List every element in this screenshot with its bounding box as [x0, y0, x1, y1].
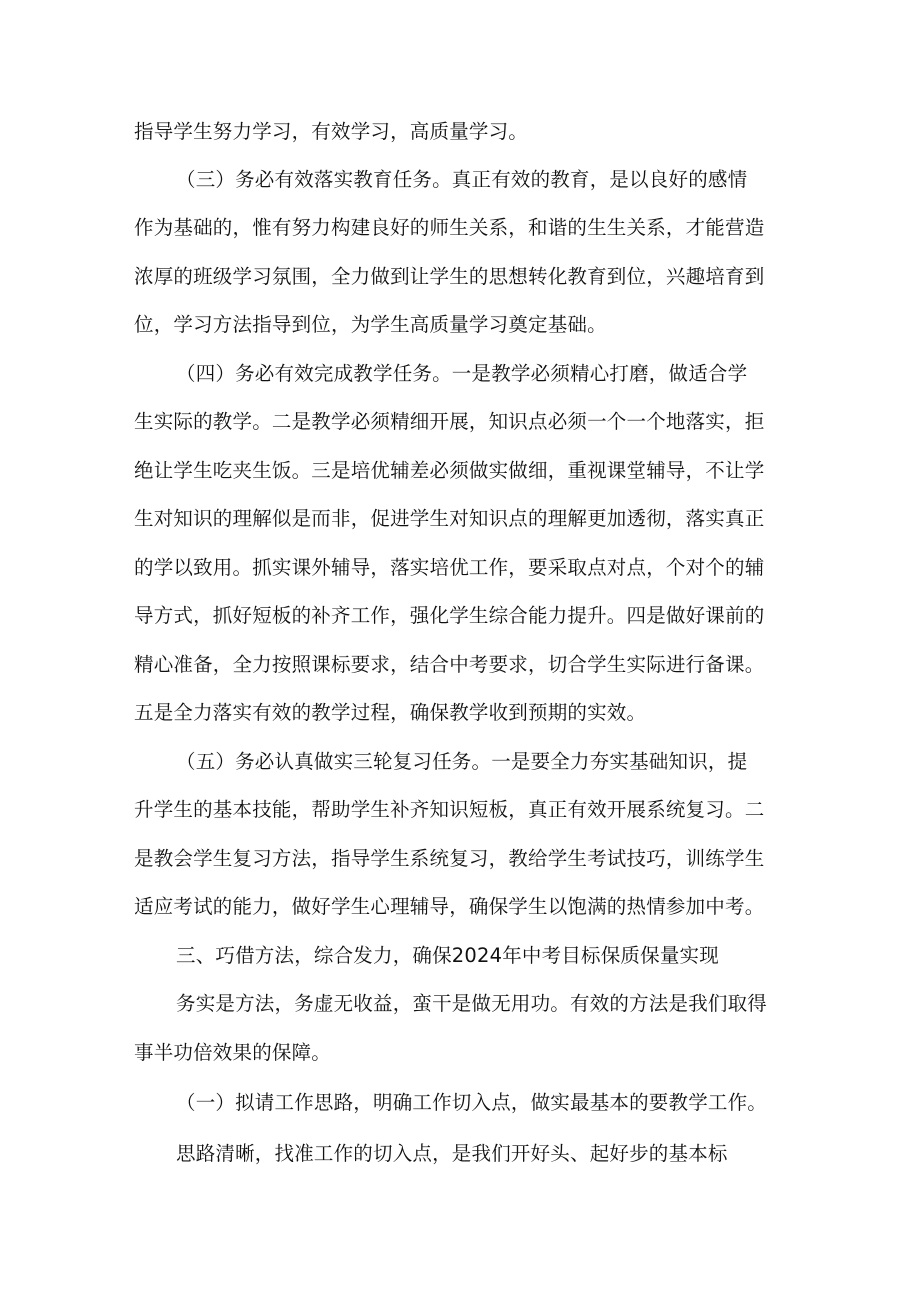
text-line-5: 位，学习方法指导到位，为学生高质量学习奠定基础。 — [134, 313, 607, 336]
text-line-4: 浓厚的班级学习氛围，全力做到让学生的思想转化教育到位，兴趣培育到 — [134, 265, 765, 288]
text-line-1: 指导学生努力学习，有效学习，高质量学习。 — [134, 120, 529, 143]
section-heading: 三、巧借方法，综合发力，确保2024年中考目标保质保量实现 — [176, 944, 719, 967]
text-line-15: 升学生的基本技能，帮助学生补齐知识短板，真正有效开展系统复习。二 — [134, 798, 765, 821]
text-line-11: 导方式，抓好短板的补齐工作，强化学生综合能力提升。四是做好课前的 — [134, 604, 765, 627]
text-line-2: （三）务必有效落实教育任务。真正有效的教育，是以良好的感情 — [176, 168, 748, 191]
text-line-6: （四）务必有效完成教学任务。一是教学必须精心打磨，做适合学 — [176, 362, 748, 385]
text-line-13: 五是全力落实有效的教学过程，确保教学收到预期的实效。 — [134, 701, 647, 724]
text-line-12: 精心准备，全力按照课标要求，结合中考要求，切合学生实际进行备课。 — [134, 653, 765, 676]
text-line-7: 生实际的教学。二是教学必须精细开展，知识点必须一个一个地落实，拒 — [134, 410, 765, 433]
text-line-10: 的学以致用。抓实课外辅导，落实培优工作，要采取点对点，个对个的辅 — [134, 556, 765, 579]
text-line-8: 绝让学生吃夹生饭。三是培优辅差必须做实做细，重视课堂辅导，不让学 — [134, 459, 765, 482]
text-line-21: （一）拟请工作思路，明确工作切入点，做实最基本的要教学工作。 — [176, 1091, 768, 1114]
text-line-22: 思路清晰，找准工作的切入点，是我们开好头、起好步的基本标 — [176, 1142, 728, 1165]
text-line-3: 作为基础的，惟有努力构建良好的师生关系，和谐的生生关系，才能营造 — [134, 216, 765, 239]
text-line-14: （五）务必认真做实三轮复习任务。一是要全力夯实基础知识，提 — [176, 750, 748, 773]
text-line-16: 是教会学生复习方法，指导学生系统复习，教给学生考试技巧，训练学生 — [134, 847, 765, 870]
text-line-17: 适应考试的能力，做好学生心理辅导，确保学生以饱满的热情参加中考。 — [134, 895, 765, 918]
text-line-19: 务实是方法，务虚无收益，蛮干是做无用功。有效的方法是我们取得 — [176, 992, 768, 1015]
text-line-20: 事半功倍效果的保障。 — [134, 1041, 332, 1064]
text-line-9: 生对知识的理解似是而非，促进学生对知识点的理解更加透彻，落实真正 — [134, 507, 765, 530]
